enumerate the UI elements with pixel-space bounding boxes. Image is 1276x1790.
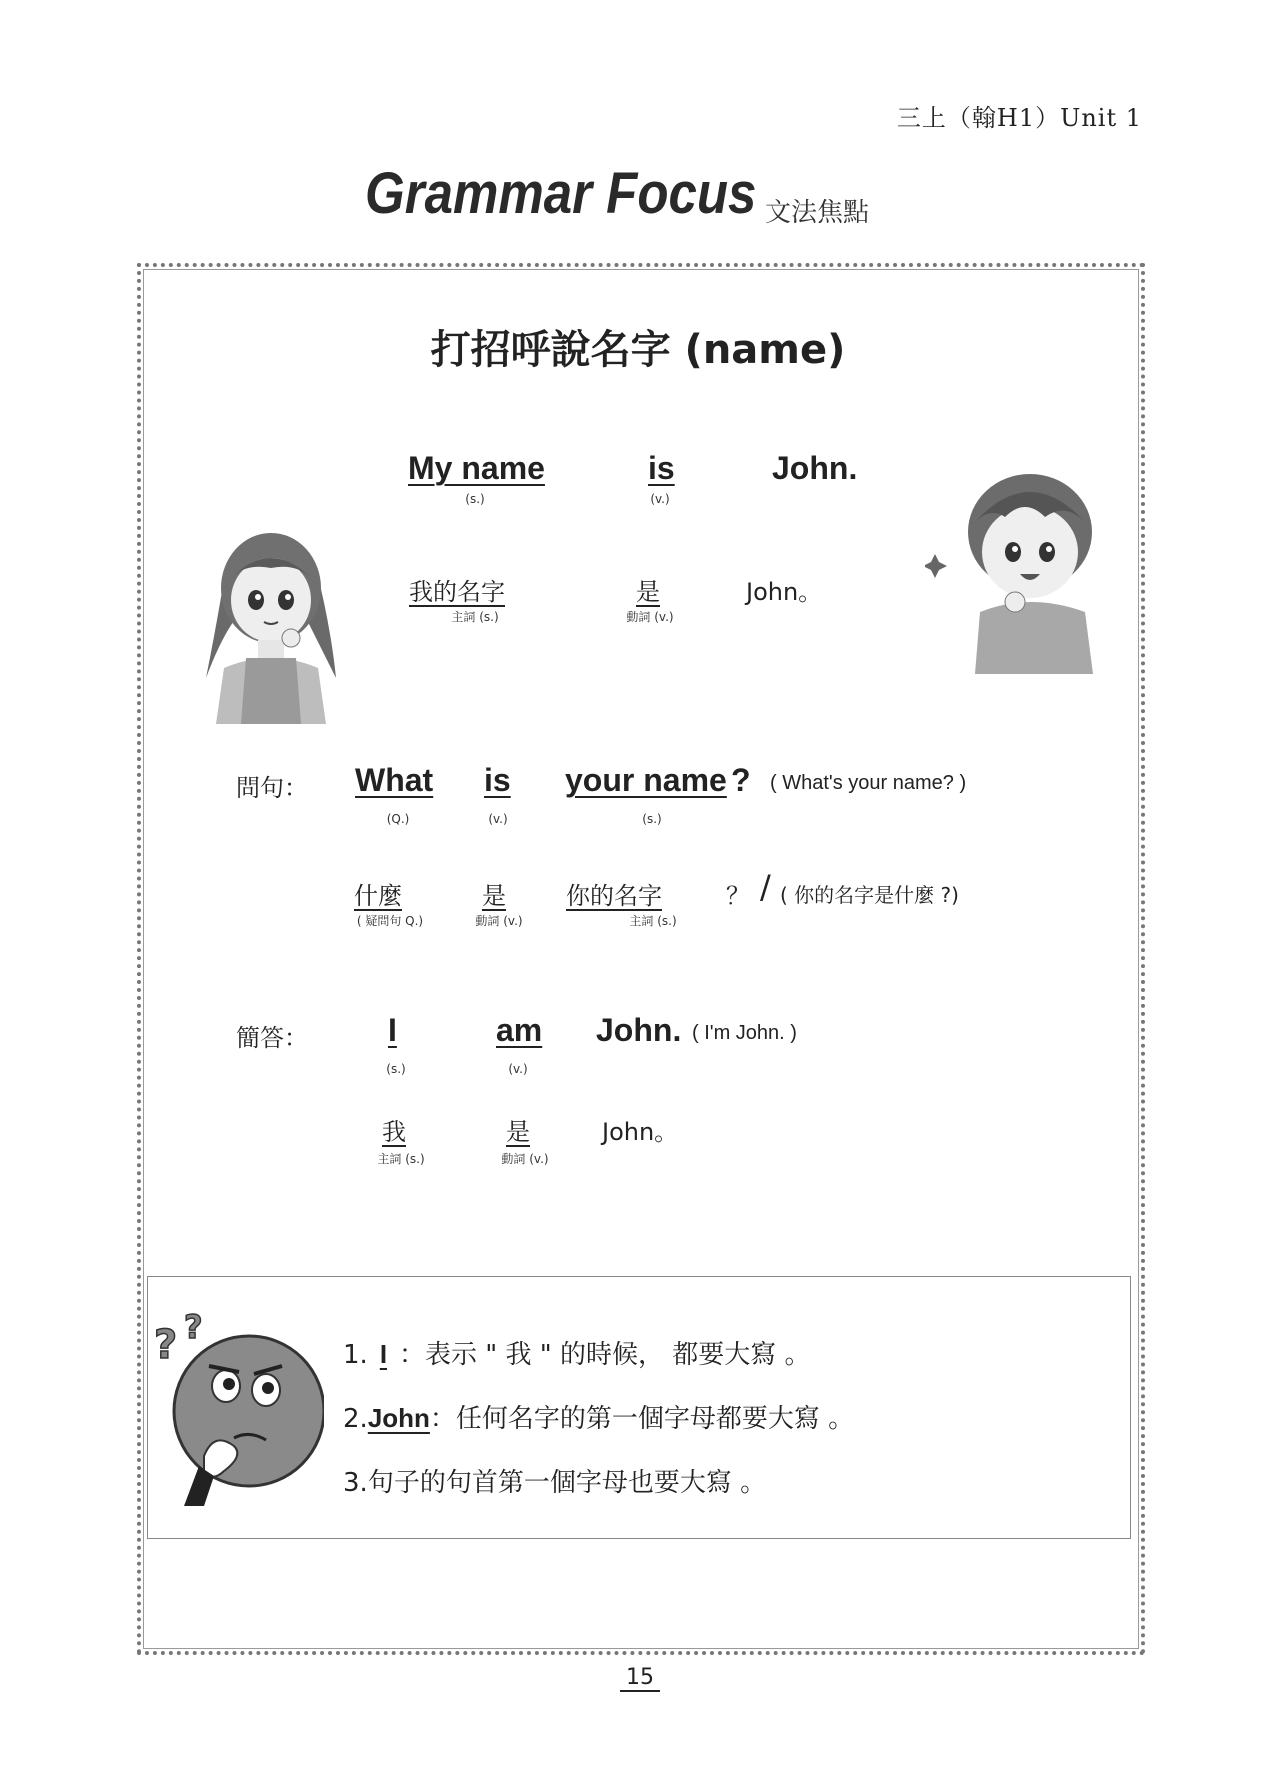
question-zh-tag-is: 動詞 (v.): [475, 914, 523, 928]
statement-zh-verb: 是: [636, 578, 660, 606]
question-zh-your-name: 你的名字: [566, 882, 662, 910]
note-1-key: I: [379, 1339, 388, 1369]
answer-tag-i: (s.): [386, 1062, 406, 1076]
question-word-is: is: [484, 762, 511, 798]
statement-zh-tag-verb: 動詞 (v.): [626, 610, 674, 624]
note-1-text: ：表示 " 我 " 的時候， 都要大寫 。: [399, 1340, 811, 1370]
svg-text:?: ?: [154, 1322, 178, 1368]
answer-word-john: John.: [596, 1012, 682, 1048]
girl-illustration: [196, 508, 346, 724]
question-zh-alt: ( 你的名字是什麼 ?): [780, 883, 959, 907]
answer-tag-am: (v.): [508, 1062, 528, 1076]
question-contraction: ( What's your name? ): [770, 772, 967, 794]
answer-zh-am: 是: [506, 1118, 530, 1146]
statement-word-verb: is: [648, 450, 675, 486]
answer-word-am: am: [496, 1012, 543, 1048]
boy-illustration: [925, 462, 1105, 674]
answer-contraction: ( I'm John. ): [692, 1022, 797, 1044]
unit-tag: 三上（翰H1）Unit 1: [896, 104, 1142, 132]
note-3-text: 句子的句首第一個字母也要大寫 。: [367, 1468, 767, 1498]
question-tag-is: (v.): [488, 812, 508, 826]
page-title-chinese: 文法焦點: [765, 198, 870, 228]
note-2-prefix: 2.: [343, 1404, 368, 1434]
question-word-what: What: [355, 762, 434, 798]
statement-zh-tag-subject: 主詞 (s.): [451, 610, 499, 624]
divider-slash: /: [760, 868, 771, 906]
statement-zh-name: John。: [746, 578, 823, 606]
question-label: 問句：: [236, 774, 308, 802]
question-tag-your-name: (s.): [642, 812, 662, 826]
answer-zh-tag-am: 動詞 (v.): [501, 1152, 549, 1166]
answer-label: 簡答：: [236, 1024, 308, 1052]
question-zh-what: 什麼: [354, 882, 402, 910]
statement-zh-subject: 我的名字: [409, 578, 505, 606]
svg-text:?: ?: [184, 1308, 203, 1346]
note-2-text: ：任何名字的第一個字母都要大寫 。: [429, 1404, 855, 1434]
page-number: 15: [620, 1665, 660, 1692]
answer-word-i: I: [388, 1012, 397, 1048]
note-3: [343, 1462, 766, 1499]
question-tag-what: (Q.): [386, 812, 410, 826]
note-1-prefix: 1.: [343, 1340, 368, 1370]
question-mark: ?: [731, 762, 751, 798]
thinking-face-icon: [154, 1306, 324, 1506]
question-zh-tag-what: ( 疑問句 Q.): [356, 914, 424, 928]
question-word-your-name: your name: [565, 762, 727, 798]
note-3-prefix: 3.: [343, 1468, 368, 1498]
section-title: 打招呼說名字 (name): [430, 327, 846, 373]
question-zh-tag-your-name: 主詞 (s.): [629, 914, 677, 928]
statement-word-subject: My name: [408, 450, 545, 486]
statement-word-name: John.: [772, 450, 858, 486]
question-zh-mark: ？: [726, 882, 750, 910]
page-title: Grammar Focus: [365, 161, 757, 226]
note-2-key: John: [367, 1403, 430, 1433]
answer-zh-tag-i: 主詞 (s.): [377, 1152, 425, 1166]
statement-tag-subject: (s.): [465, 492, 485, 506]
answer-zh-i: 我: [382, 1118, 406, 1146]
question-zh-is: 是: [482, 882, 506, 910]
statement-tag-verb: (v.): [650, 492, 670, 506]
note-2: [343, 1398, 854, 1435]
answer-zh-john: John。: [602, 1118, 679, 1146]
note-1: [343, 1334, 811, 1371]
